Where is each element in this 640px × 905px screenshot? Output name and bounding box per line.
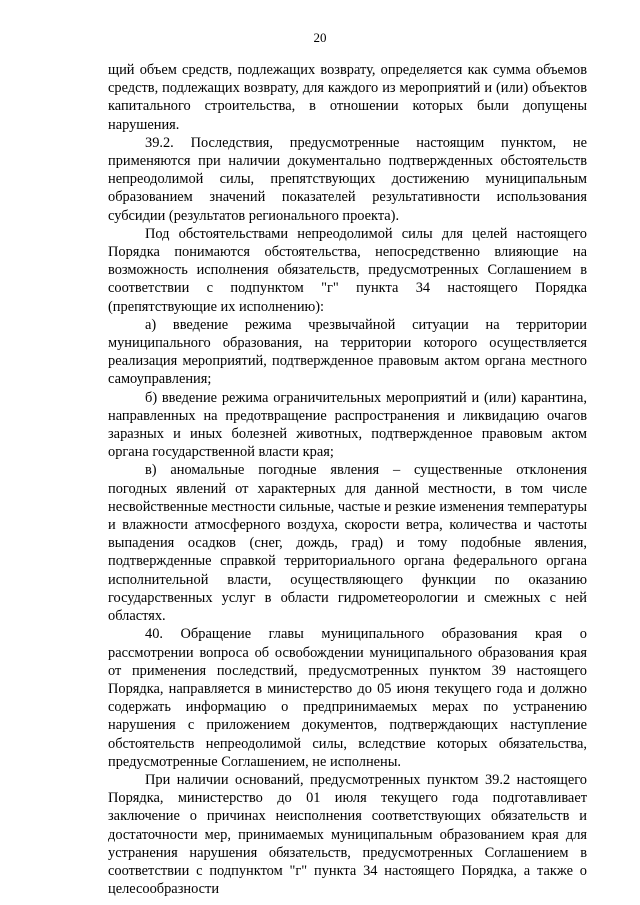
paragraph-item-v: в) аномальные погодные явления – существенные отклонения погодных явлений от характерных для данной местности, в том числе несвойственные местности сильные, частые и резкие изменения температуры и влажности атмосферного воздуха, скорости ветра, количества и частоты выпадения осадков (снег, дождь, град) и тому подобные явления, подтвержденные справкой территориального органа федерального органа исполнительной власти, осуществляющего функции по оказанию государственных услуг в области гидрометеорологии и смежных с ней областях. — [108, 462, 587, 625]
paragraph-ministry-conclusion: При наличии оснований, предусмотренных пунктом 39.2 настоящего Порядка, министерство до 01 июля текущего года подготавливает заключение о причинах неисполнения соответствующих обязательств и достаточности мер, принимаемых муниципальным образованием края для устранения нарушения обязательств, предусмотренных Соглашением в соответствии с подпунктом "г" пункта 34 настоящего Порядка, а также о целесообразности — [108, 771, 587, 898]
paragraph-39-2: 39.2. Последствия, предусмотренные настоящим пунктом, не применяются при наличии документально подтвержденных обстоятельств непреодолимой силы, препятствующих достижению муниципальным образованием значений показателей результативности использования субсидии (результатов регионального проекта). — [108, 134, 587, 224]
paragraph-force-majeure-definition: Под обстоятельствами непреодолимой силы для целей настоящего Порядка понимаются обстоятельства, непосредственно влияющие на возможность исполнения обязательств, предусмотренных Соглашением в соответствии с подпунктом "г" пункта 34 настоящего Порядка (препятствующие их исполнению): — [108, 225, 587, 315]
paragraph-item-a: а) введение режима чрезвычайной ситуации на территории муниципального образования, на территории которого осуществляется реализация мероприятий, подтвержденное правовым актом органа местного самоуправления; — [108, 316, 587, 388]
paragraph-item-b: б) введение режима ограничительных мероприятий и (или) карантина, направленных на предотвращение распространения и ликвидацию очагов заразных и иных болезней животных, подтвержденное правовым актом органа государственной власти края; — [108, 389, 587, 461]
document-body — [108, 61, 587, 898]
paragraph-40: 40. Обращение главы муниципального образования края о рассмотрении вопроса об освобождении муниципального образования края от применения последствий, предусмотренных пунктом 39 настоящего Порядка, направляется в министерство до 05 июня текущего года и должно содержать информацию о предпринимаемых мерах по устранению нарушения с приложением документов, подтверждающих наступление обстоятельств непреодолимой силы, вследствие которых обязательства, предусмотренные Соглашением, не исполнены. — [108, 626, 587, 770]
page-number: 20 — [313, 30, 327, 45]
paragraph-continuation: щий объем средств, подлежащих возврату, определяется как сумма объемов средств, подлежащих возврату, для каждого из мероприятий и (или) объектов капитального строительства, в отношении которых были допущены нарушения. — [108, 62, 587, 133]
